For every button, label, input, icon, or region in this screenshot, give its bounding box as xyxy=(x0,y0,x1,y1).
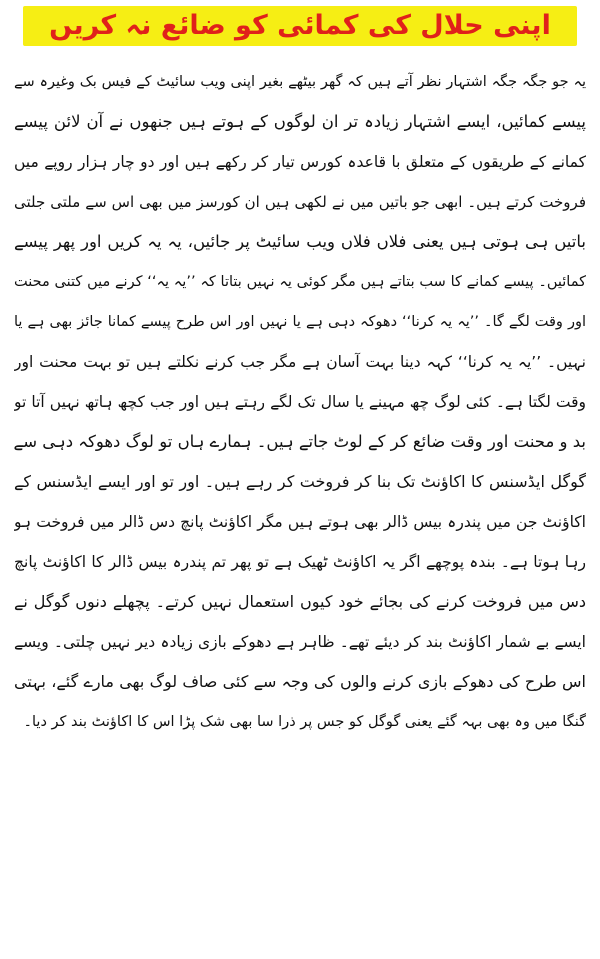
article-line: کمانے کے طریقوں کے متعلق با قاعدہ کورس تیار کر رکھے ہیں اور دو چار ہزار روپے میں xyxy=(14,153,586,171)
article-line: کمائیں۔ پیسے کمانے کا سب بتاتے ہیں مگر کوئی یہ نہیں بتاتا کہ ’’یہ یہ‘‘ کرنے میں کتنی محنت xyxy=(14,274,586,290)
article-line: باتیں ہی ہوتی ہیں یعنی فلاں فلاں ویب سائیٹ پر جائیں، یہ یہ کریں اور پھر پیسے xyxy=(14,232,586,251)
article-line: یہ جو جگہ جگہ اشتہار نظر آتے ہیں کہ گھر بیٹھے بغیر اپنی ویب سائیٹ کے فیس بک وغیرہ سے xyxy=(14,74,586,90)
article-line: ایسے بے شمار اکاؤنٹ بند کر دیئے تھے۔ ظاہر ہے دھوکے بازی زیادہ دیر نہیں چلتی۔ ویسے xyxy=(14,633,586,651)
article-line: رہا ہوتا ہے۔ بندہ پوچھے اگر یہ اکاؤنٹ ٹھیک ہے تو پھر تم پندرہ بیس ڈالر کا اکاؤنٹ پانچ xyxy=(14,553,586,571)
article-line: پیسے کمائیں، ایسے اشتہار زیادہ تر ان لوگوں کے ہوتے ہیں جنھوں نے آن لائن پیسے xyxy=(14,112,586,131)
article-title: اپنی حلال کی کمائی کو ضائع نہ کریں xyxy=(49,10,551,41)
article-line: نہیں۔ ’’یہ یہ کرنا‘‘ کہہ دینا بہت آسان ہے مگر جب کرنے نکلتے ہیں تو بہت محنت اور xyxy=(14,353,586,371)
article-line: گنگا میں وہ بھی بہہ گئے یعنی گوگل کو جس پر ذرا سا بھی شک پڑا اس کا اکاؤنٹ بند کر دیا۔ xyxy=(23,714,586,730)
article-line: اس طرح کی دھوکے بازی کرنے والوں کی وجہ سے کئی صاف لوگ بھی مارے گئے، بہتی xyxy=(14,672,586,691)
article-line: وقت لگتا ہے۔ کئی لوگ چھ مہینے یا سال تک لگے رہتے ہیں اور جب کچھ ہاتھ نہیں آتا تو xyxy=(14,393,586,411)
article-line: اکاؤنٹ جن میں پندرہ بیس ڈالر بھی ہوتے ہیں مگر اکاؤنٹ پانچ دس ڈالر میں فروخت ہو xyxy=(14,513,586,531)
title-area xyxy=(0,4,600,48)
article-line: اور وقت لگے گا۔ ’’یہ یہ کرنا‘‘ دھوکہ دہی ہے یا نہیں اور اس طرح پیسے کمانا جائز بھی ہے یا xyxy=(14,314,586,330)
title-banner xyxy=(23,6,577,46)
article-line: گوگل ایڈسنس کا اکاؤنٹ تک بنا کر فروخت کر رہے ہیں۔ اور تو اور ایسے ایڈسنس کے xyxy=(14,472,586,491)
article-line: بد و محنت اور وقت ضائع کر کے لوٹ جاتے ہیں۔ ہمارے ہاں تو لوگ دھوکہ دہی سے xyxy=(14,432,586,451)
article-line: دس میں فروخت کرنے کی بجائے خود کیوں استعمال نہیں کرتے۔ پچھلے دنوں گوگل نے xyxy=(14,592,586,611)
article-line: فروخت کرتے ہیں۔ ابھی جو باتیں میں نے لکھی ہیں ان کورسز میں بھی اس سے ملتی جلتی xyxy=(14,193,586,211)
article-body xyxy=(14,62,586,742)
